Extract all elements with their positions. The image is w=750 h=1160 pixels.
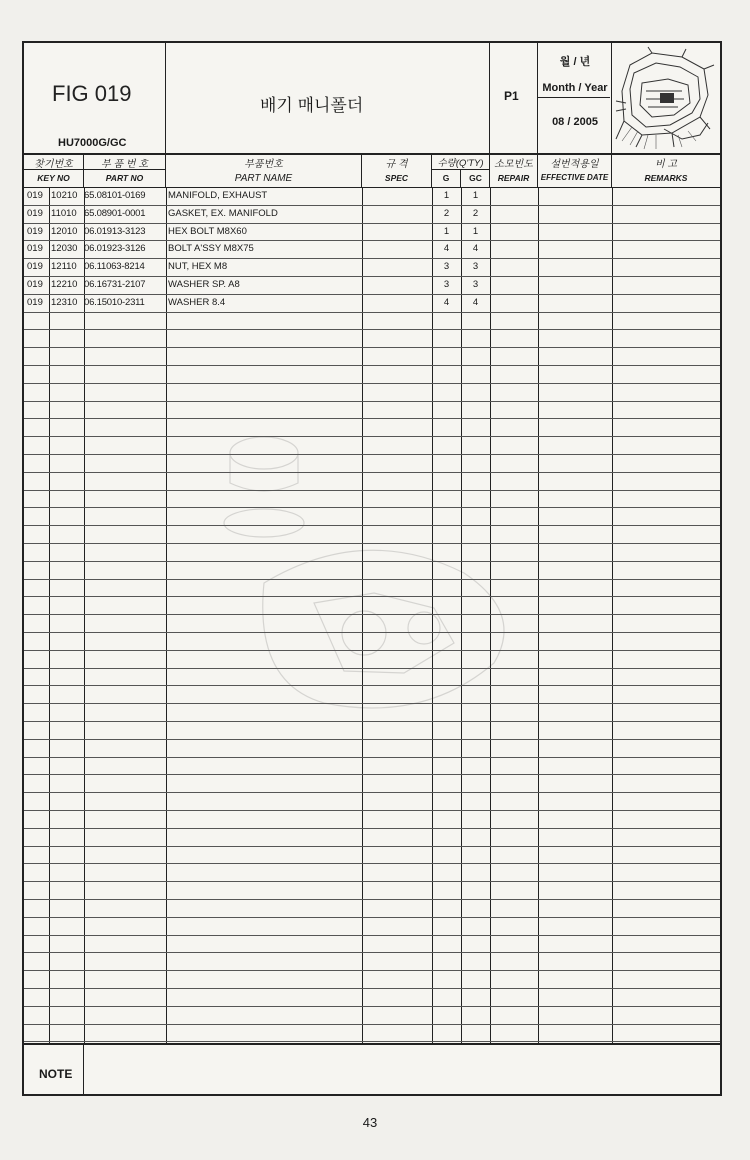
- table-row[interactable]: [24, 294, 720, 312]
- cell-gc: 2: [472, 207, 479, 219]
- col-remarks-en: REMARKS: [644, 173, 688, 183]
- grid-row-line: [24, 1006, 720, 1007]
- cell-name: WASHER SP. A8: [168, 279, 240, 290]
- col-spec: [362, 153, 432, 187]
- cell-part-no: 65.08101-0169: [84, 190, 146, 201]
- cell-name: MANIFOLD, EXHAUST: [168, 190, 268, 201]
- grid-row-line: [24, 970, 720, 971]
- cell-seq: 12310: [51, 296, 78, 308]
- cell-gc: 3: [472, 261, 479, 273]
- col-spec-ko: 규 격: [385, 159, 408, 170]
- grid-row-line: [24, 436, 720, 437]
- grid-row-line: [24, 543, 720, 544]
- page-cell: [490, 43, 538, 153]
- grid-row-line: [24, 329, 720, 330]
- date-value: 08 / 2005: [552, 116, 598, 128]
- cell-name: NUT, HEX M8: [168, 261, 228, 273]
- col-part-name-ko: 부품번호: [244, 159, 283, 170]
- cell-gc: 4: [472, 296, 479, 308]
- note-section: [24, 1043, 720, 1096]
- cell-g: 2: [443, 207, 450, 219]
- col-part-no: [84, 153, 166, 187]
- cell-gc: 1: [472, 190, 479, 201]
- cell-name: BOLT A'SSY M8X75: [168, 243, 254, 255]
- cell-g: 4: [443, 296, 450, 308]
- col-key-en: KEY NO: [37, 173, 70, 183]
- grid-row-line: [24, 472, 720, 473]
- grid-row-line: [24, 810, 720, 811]
- grid-row-line: [24, 614, 720, 615]
- col-key-ko: 찾기번호: [34, 159, 73, 170]
- col-part-name: [166, 153, 362, 187]
- col-part-name-en: PART NAME: [234, 173, 293, 184]
- grid-row-line: [24, 454, 720, 455]
- cell-g: 3: [443, 261, 450, 273]
- sheet-header: [24, 43, 720, 155]
- grid-row-line: [24, 935, 720, 936]
- figure-number: FIG 019: [52, 81, 132, 106]
- cell-seq: 12110: [51, 261, 77, 273]
- col-qty-g: G: [442, 173, 450, 183]
- table-row[interactable]: [24, 276, 720, 294]
- parts-list-sheet: [22, 41, 722, 1096]
- cell-key: 019: [27, 243, 43, 255]
- cell-name: GASKET, EX. MANIFOLD: [168, 207, 278, 219]
- date-label-ko: 월 / 년: [559, 56, 591, 68]
- cell-part-no: 06.01923-3126: [84, 243, 146, 255]
- grid-row-line: [24, 846, 720, 847]
- grid-row-line: [24, 668, 720, 669]
- group-name-cell: [166, 43, 490, 153]
- picture-cell: [612, 43, 720, 153]
- grid-row-line: [24, 1024, 720, 1025]
- grid-row-line: [24, 507, 720, 508]
- col-repair-en: REPAIR: [497, 173, 530, 183]
- col-part-no-ko: 부 품 번 호: [101, 159, 148, 170]
- col-qty-ko: 수량(Q'TY): [437, 158, 484, 169]
- column-headers: [24, 153, 720, 188]
- date-cell: [538, 43, 612, 153]
- cell-part-no: 65.08901-0001: [84, 207, 146, 219]
- date-label-en: Month / Year: [542, 82, 608, 94]
- cell-key: 019: [27, 190, 43, 201]
- grid-row-line: [24, 490, 720, 491]
- grid-row-line: [24, 917, 720, 918]
- grid-row-line: [24, 703, 720, 704]
- cell-g: 4: [443, 243, 450, 255]
- col-effective-en: EFFECTIVE DATE: [540, 173, 609, 182]
- table-row[interactable]: [24, 223, 720, 241]
- col-qty: [432, 153, 490, 187]
- grid-row-line: [24, 774, 720, 775]
- cell-g: 1: [443, 225, 450, 237]
- grid-row-line: [24, 525, 720, 526]
- grid-row-line: [24, 383, 720, 384]
- engine-illustration-icon: [612, 43, 718, 151]
- grid-row-line: [24, 757, 720, 758]
- table-row[interactable]: [24, 205, 720, 223]
- cell-g: 1: [443, 190, 450, 201]
- grid-row-line: [24, 739, 720, 740]
- note-label: NOTE: [39, 1067, 73, 1081]
- cell-part-no: 06.16731-2107: [84, 279, 146, 290]
- grid-row-line: [24, 881, 720, 882]
- cell-seq: 11010: [51, 207, 77, 219]
- grid-row-line: [24, 952, 720, 953]
- cell-gc: 4: [472, 243, 479, 255]
- grid-row-line: [24, 418, 720, 419]
- cell-key: 019: [27, 296, 43, 308]
- model-code: HU7000G/GC: [58, 137, 127, 149]
- col-remarks-ko: 비 고: [654, 159, 678, 170]
- cell-part-no: 06.01913-3123: [84, 225, 146, 237]
- cell-name: HEX BOLT M8X60: [168, 225, 247, 237]
- grid-row-line: [24, 899, 720, 900]
- col-remarks: [612, 153, 720, 187]
- col-effective-ko: 설번적용일: [550, 159, 599, 170]
- grid-row-line: [24, 561, 720, 562]
- grid-row-line: [24, 863, 720, 864]
- cell-seq: 12030: [51, 243, 78, 255]
- grid-row-line: [24, 721, 720, 722]
- sheet-page: P1: [504, 89, 519, 103]
- grid-row-line: [24, 792, 720, 793]
- group-name: 배기 매니폴더: [260, 96, 364, 115]
- page-number: 43: [362, 1115, 378, 1130]
- cell-gc: 1: [472, 225, 479, 237]
- grid-row-line: [24, 650, 720, 651]
- col-repair-ko: 소모빈도: [494, 159, 533, 170]
- cell-name: WASHER 8.4: [168, 296, 226, 308]
- grid-row-line: [24, 828, 720, 829]
- cell-part-no: 06.15010-2311: [84, 296, 145, 308]
- cell-seq: 12210: [51, 279, 78, 290]
- cell-gc: 3: [472, 279, 479, 290]
- cell-g: 3: [443, 279, 450, 290]
- col-key: [24, 153, 84, 187]
- col-part-no-en: PART NO: [105, 173, 144, 183]
- figure-cell: [24, 43, 166, 153]
- grid-row-line: [24, 347, 720, 348]
- col-effective-date: [538, 153, 612, 187]
- cell-key: 019: [27, 225, 43, 237]
- parts-grid: [24, 187, 720, 1043]
- table-row[interactable]: [24, 187, 720, 205]
- col-repair: [490, 153, 538, 187]
- cell-part-no: 06.11063-8214: [84, 261, 145, 273]
- grid-row-line: [24, 579, 720, 580]
- grid-row-line: [24, 365, 720, 366]
- grid-row-line: [24, 685, 720, 686]
- grid-row-line: [24, 596, 720, 597]
- grid-row-line: [24, 401, 720, 402]
- cell-seq: 12010: [51, 225, 78, 237]
- grid-row-line: [24, 988, 720, 989]
- cell-key: 019: [27, 279, 43, 290]
- table-row[interactable]: [24, 258, 720, 276]
- grid-row-line: [24, 632, 720, 633]
- col-spec-en: SPEC: [384, 173, 409, 183]
- cell-seq: 10210: [51, 190, 78, 201]
- cell-key: 019: [27, 261, 43, 273]
- col-qty-gc: GC: [469, 173, 482, 183]
- cell-key: 019: [27, 207, 43, 219]
- table-row[interactable]: [24, 240, 720, 258]
